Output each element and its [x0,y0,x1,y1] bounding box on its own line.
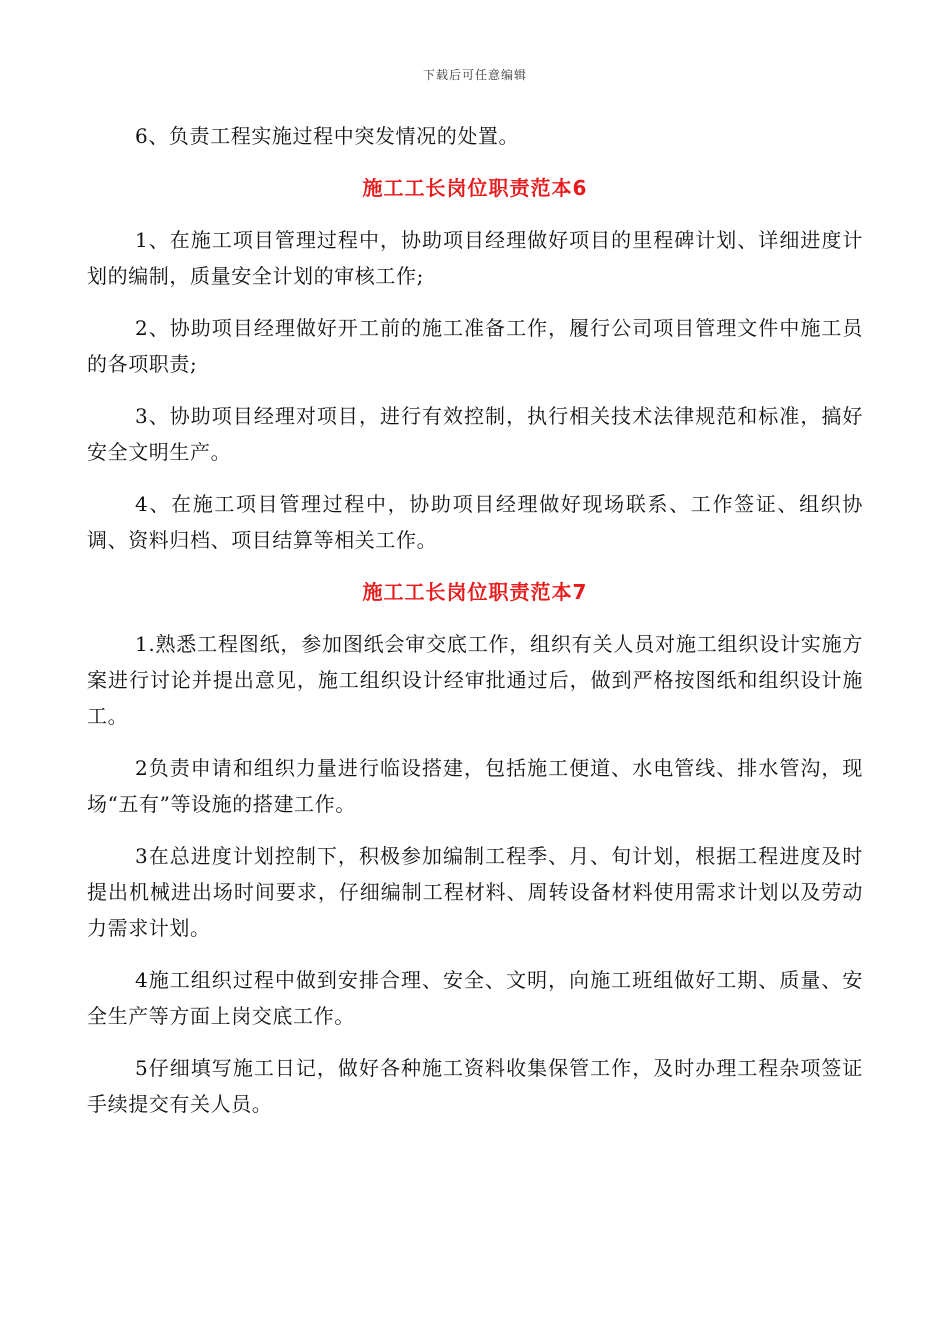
paragraph-intro: 6、负责工程实施过程中突发情况的处置。 [135,124,520,148]
section6-item-2: 2、协助项目经理做好开工前的施工准备工作，履行公司项目管理文件中施工员的各项职责; [87,316,863,376]
section7-item-3: 3在总进度计划控制下，积极参加编制工程季、月、旬计划，根据工程进度及时提出机械进出场时间要求，仔细编制工程材料、周转设备材料使用需求计划以及劳动力需求计划。 [87,844,863,940]
header-note: 下载后可任意编辑 [422,68,527,82]
section-heading-6: 施工工长岗位职责范本6 [362,176,588,200]
section6-item-4: 4、在施工项目管理过程中，协助项目经理做好现场联系、工作签证、组织协调、资料归档、项目结算等相关工作。 [87,492,863,552]
section6-item-1: 1、在施工项目管理过程中，协助项目经理做好项目的里程碑计划、详细进度计划的编制，质量安全计划的审核工作; [87,228,863,288]
section7-item-4: 4施工组织过程中做到安排合理、安全、文明，向施工班组做好工期、质量、安全生产等方面上岗交底工作。 [87,968,863,1028]
section7-item-2: 2负责申请和组织力量进行临设搭建，包括施工便道、水电管线、排水管沟，现场“五有”等设施的搭建工作。 [87,756,863,816]
document-body [87,118,863,1138]
section7-item-5: 5仔细填写施工日记，做好各种施工资料收集保管工作，及时办理工程杂项签证手续提交有关人员。 [87,1056,863,1116]
section7-item-1: 1.熟悉工程图纸，参加图纸会审交底工作，组织有关人员对施工组织设计实施方案进行讨论并提出意见，施工组织设计经审批通过后，做到严格按图纸和组织设计施工。 [87,632,863,728]
section6-item-3: 3、协助项目经理对项目，进行有效控制，执行相关技术法律规范和标准，搞好安全文明生产。 [87,404,863,464]
section-heading-7: 施工工长岗位职责范本7 [362,580,588,604]
